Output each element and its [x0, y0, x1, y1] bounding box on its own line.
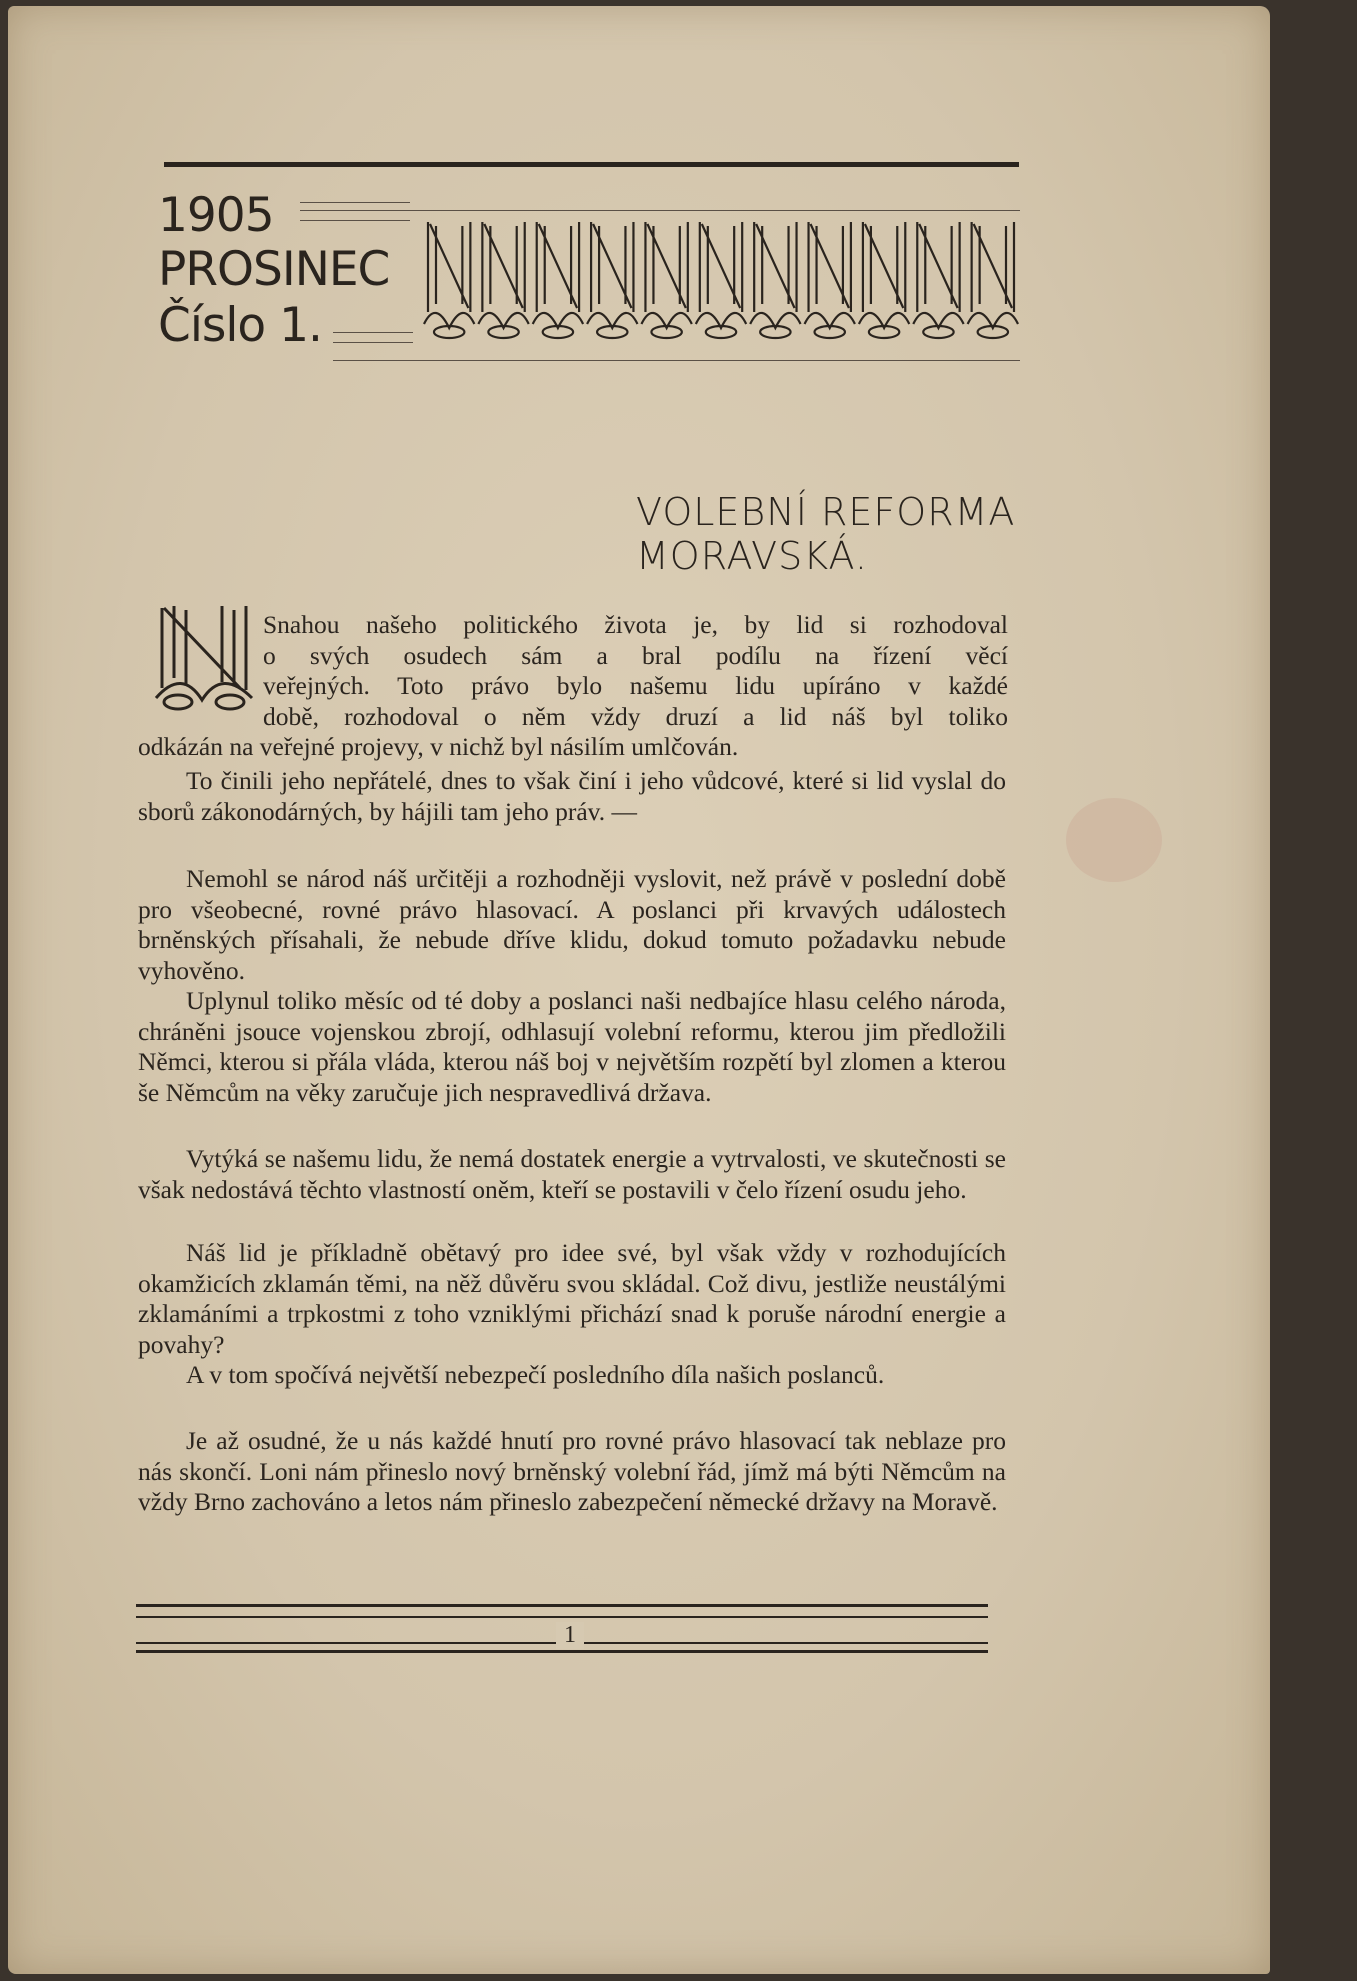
- paragraph-1-line: veřejných. Toto právo bylo našemu lidu upíráno v každé: [263, 671, 1008, 700]
- article-title-line1: VOLEBNÍ REFORMA: [636, 490, 1016, 534]
- paragraph-1-last: odkázán na veřejné projevy, v nichž byl násilím umlčován.: [138, 732, 739, 761]
- header-line: [333, 360, 1020, 361]
- article-title-line2: MORAVSKÁ.: [636, 534, 868, 578]
- issue-year: 1905: [158, 188, 274, 243]
- paragraph: To činili jeho nepřátelé, dnes to však činí i jeho vůdcové, které si lid vyslal do sborů zákonodárných, by hájili tam jeho práv. —: [138, 766, 1006, 826]
- page-number: 1: [556, 1622, 584, 1649]
- header-line: [300, 220, 410, 221]
- paragraph-1-line: době, rozhodoval o něm vždy druzí a lid náš byl toliko: [263, 701, 1008, 731]
- footer-rule: [136, 1650, 988, 1653]
- header-line: [333, 332, 413, 333]
- paragraph: Vytýká se našemu lidu, že nemá dostatek energie a vytrvalosti, ve skutečnosti se však nedostává těchto vlastností oněm, kteří se postavili v čelo řízení osudu jeho.: [138, 1144, 1006, 1204]
- header-line: [300, 210, 1020, 211]
- document-page: [8, 6, 1270, 1974]
- issue-number: Číslo 1.: [158, 298, 322, 353]
- issue-month: PROSINEC: [158, 242, 390, 297]
- paragraph: Je až osudné, že u nás každé hnutí pro rovné právo hlasovací tak neblaze pro nás skončí. Loni nám přineslo nový brněnský volební řád, jímž má býti Němcům na vždy Brno zachováno a letos nám přineslo zabezpečení německé državy na Moravě.: [138, 1426, 1006, 1516]
- footer-rule: [136, 1616, 988, 1618]
- paragraph-1-line: o svých osudech sám a bral podílu na řízení věcí: [263, 640, 1008, 670]
- header-line: [300, 202, 410, 203]
- paragraph: Nemohl se národ náš určitěji a rozhodněji vyslovit, než právě v poslední době pro všeobecné, rovné právo hlasovací. A poslanci při krvavých událostech brněnských přísahali, že nebude dříve klidu, dokud tomuto požadavku nebude vyhověno.: [138, 864, 1006, 985]
- paragraph: Náš lid je příkladně obětavý pro idee své, byl však vždy v rozhodujících okamžicích zklamán těmi, na něž důvěru svou skládal. Což divu, jestliže neustálými zklamáními a trpkostmi z toho vzniklými přichází snad k poruše národní energie a povahy?: [138, 1238, 1006, 1359]
- paper-stain: [1066, 798, 1162, 882]
- paragraph-1-top: [263, 610, 1008, 732]
- header-rule: [164, 162, 1019, 167]
- paragraph: A v tom spočívá největší nebezpečí posledního díla našich poslanců.: [186, 1360, 885, 1389]
- art-nouveau-ornament: [422, 216, 1020, 346]
- paragraph-1-line: Snahou našeho politického života je, by lid si rozhodoval: [263, 610, 1008, 639]
- paragraph: Uplynul toliko měsíc od té doby a poslanci naši nedbajíce hlasu celého národa, chráněni jsouce vojenskou zbrojí, odhlasují volební reformu, kterou jim předložili Němci, kterou si přála vláda, kterou náš boj v největším rozpětí byl zlomen a kterou še Němcům na věky zaručuje jich nespravedlivá država.: [138, 986, 1006, 1107]
- dropcap-initial: [152, 598, 256, 718]
- header-line: [333, 342, 413, 343]
- footer-rule: [136, 1604, 988, 1607]
